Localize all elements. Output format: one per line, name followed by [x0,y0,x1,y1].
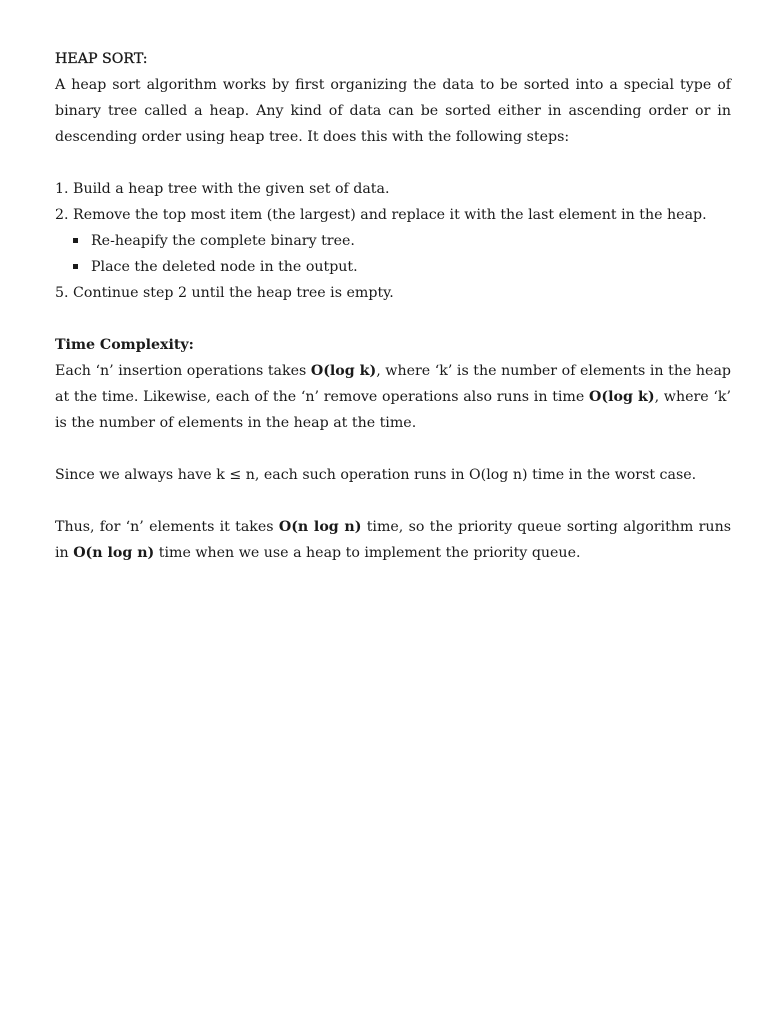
heap-sort-intro: A heap sort algorithm works by first organizing the data to be sorted into a special type of binary tree called a heap. Any kind of data can be sorted either in ascending order or in descending order using heap tree. It does this with the following steps: [55,77,731,145]
heap-sort-heading: HEAP SORT: [55,51,148,67]
time-complexity-paragraph-2: Since we always have k ≤ n, each such operation runs in O(log n) time in the worst case. [55,467,697,483]
spacer [55,488,731,514]
time-complexity-paragraph-1 [55,358,731,436]
bullet-item [55,254,731,280]
document-page [55,46,731,566]
square-bullet-icon [73,264,78,269]
bold-complexity: O(n log n) [73,545,155,561]
text-run: time when we use a heap to implement the priority queue. [154,545,581,561]
spacer [55,436,731,462]
step-1: 1. Build a heap tree with the given set of data. [55,181,390,197]
text-run: , where ‘k’ is the number of elements in the heap at the time. Likewise, each of the ‘n’ remove operations also runs in time [55,363,731,405]
time-complexity-paragraph-3 [55,514,731,566]
bullet-text: Re-heapify the complete binary tree. [91,233,355,249]
step-2-bullets [55,228,731,280]
spacer [55,150,731,176]
bold-complexity: O(log k) [589,389,655,405]
time-complexity-heading: Time Complexity: [55,337,194,353]
text-run: time, so the priority queue sorting algorithm runs in [55,519,731,561]
step-2: 2. Remove the top most item (the largest) and replace it with the last element in the heap. [55,207,707,223]
text-run: Each ‘n’ insertion operations takes [55,363,311,379]
text-run: Thus, for ‘n’ elements it takes [55,519,279,535]
square-bullet-icon [73,238,78,243]
spacer [55,306,731,332]
bold-complexity: O(log k) [310,363,377,379]
bullet-text: Place the deleted node in the output. [91,259,358,275]
bullet-item [55,228,731,254]
text-run: , where ‘k’ is the number of elements in the heap at the time. [55,389,731,431]
bold-complexity: O(n log n) [278,519,362,535]
step-5: 5. Continue step 2 until the heap tree is empty. [55,285,394,301]
